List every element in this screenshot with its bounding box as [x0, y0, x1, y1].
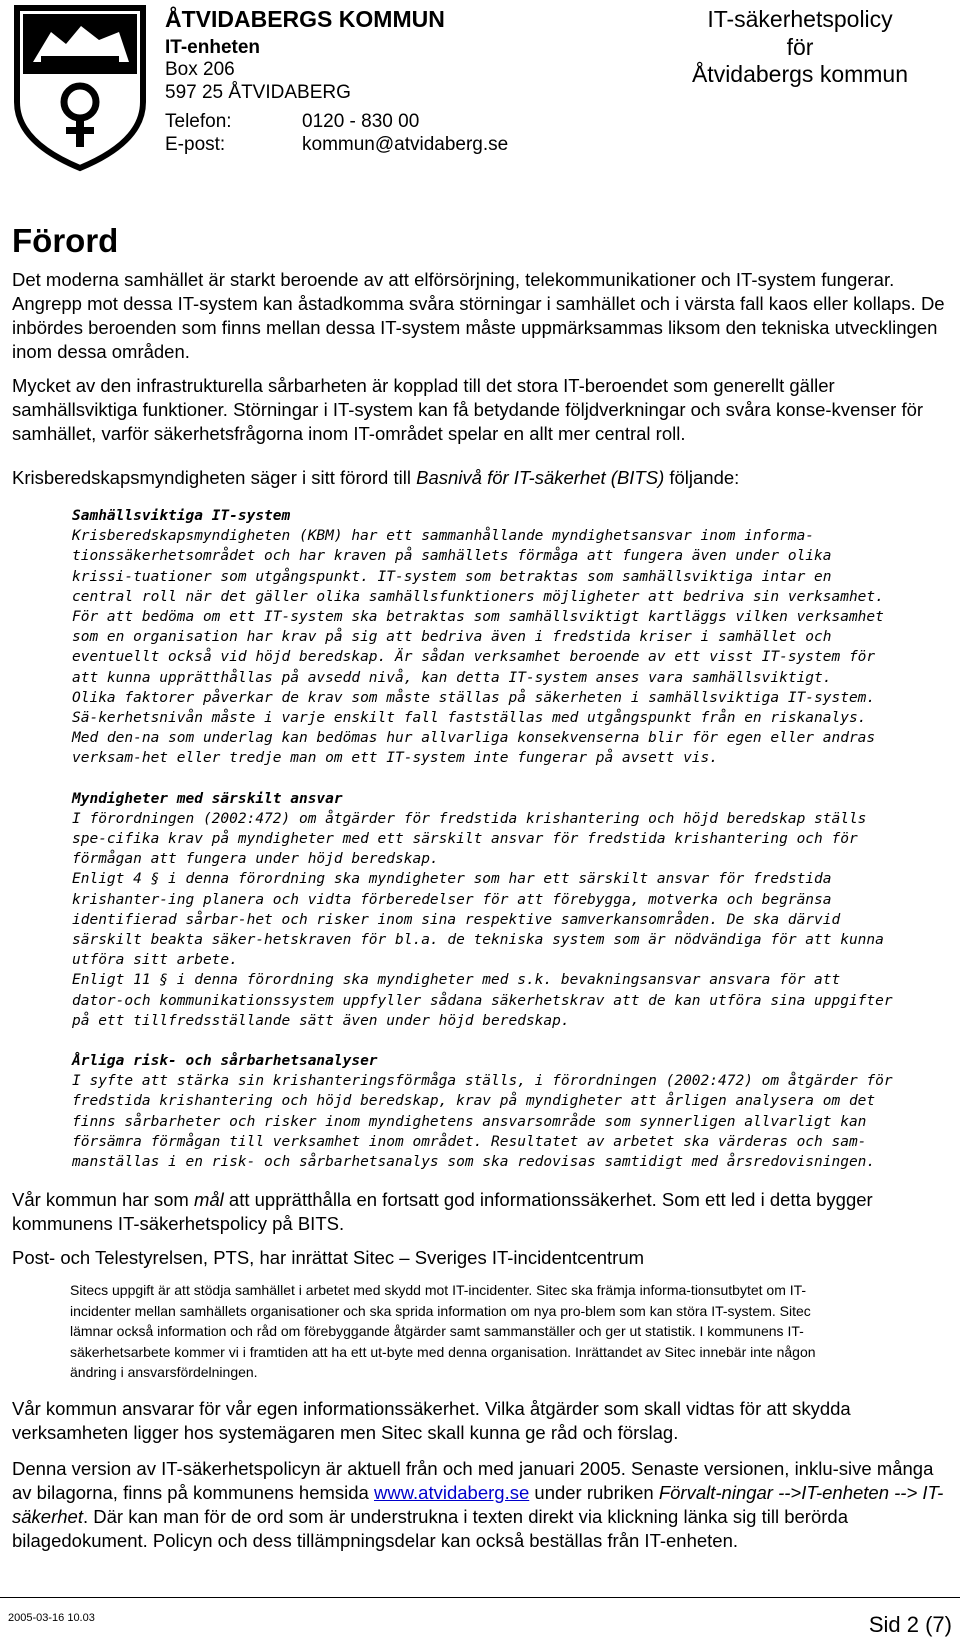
quote-1-text-2: För att bedöma om ett IT-system ska betraktas som samhällsviktigt kartläggs vilken verksamhet som en organisation har krav på sig att bedriva även i fredstida kriser i samhället och eventuellt också vid höjd beredskap. Är sådan verksamhet beroende av ett visst IT-system för att kunna upprätthållas på avsedd nivå, kan detta IT-system anses vara samhällsviktigt. [72, 609, 884, 686]
department-name: IT-enheten [165, 36, 261, 58]
organization-name: ÅTVIDABERGS KOMMUN [165, 6, 445, 32]
document-body [12, 268, 956, 1553]
email-label: E-post: [165, 133, 226, 155]
quote-2-text: I förordningen (2002:472) om åtgärder för fredstida krishantering och höjd beredskap ställs spe-cifika krav på myndigheter med ett särskilt ansvar för fredstida krishantering och för förmågan att fungera under höjd beredskap. [72, 810, 867, 868]
paragraph-7: Vår kommun ansvarar för vår egen informationssäkerhet. Vilka åtgärder som skall vidtas för att skydda verksamheten ligger hos systemägaren men Sitec skall kunna ge råd och förslag. [12, 1397, 851, 1443]
postal-box: Box 206 [165, 59, 235, 81]
paragraph-3 [12, 466, 956, 490]
quote-2-title: Myndigheter med särskilt ansvar [72, 790, 343, 807]
footer-divider [0, 1597, 960, 1598]
document-title-line-3: Åtvidabergs kommun [691, 61, 909, 88]
section-heading: Förord [12, 222, 119, 259]
email-address: kommun@atvidaberg.se [302, 133, 509, 155]
paragraph-5: Post- och Telestyrelsen, PTS, har inrättat Sitec – Sveriges IT-incidentcentrum [12, 1247, 645, 1269]
paragraph-8 [12, 1457, 956, 1553]
paragraph-2: Mycket av den infrastrukturella sårbarheten är kopplad till det stora IT-beroendet som generellt gäller samhällsviktiga funktioner. Störningar i IT-system kan få betydande följdverkningar och svåra konse-kvenser för samhället, varför säkerhetsfrågorna inom IT-området spelar en allt mer central roll. [12, 375, 924, 444]
paragraph-8-end: . Där kan man för de ord som är understrukna i texten direkt via klickning länka sig till berörda bilagedokument. Policyn och dess tillämpningsdelar kan också beställas från IT-enheten. [12, 1505, 848, 1551]
municipality-coat-of-arms-logo [11, 2, 149, 172]
paragraph-4-end: att upprätthålla en fortsatt god informationssäkerhet. Som ett led i detta bygger kommunens IT-säkerhetspolicy på BITS. [12, 1189, 873, 1235]
email-row [165, 134, 508, 157]
footer-page-number: Sid 2 (7) [868, 1612, 952, 1637]
paragraph-4 [12, 1188, 956, 1236]
quote-block-3 [12, 1051, 956, 1172]
paragraph-3-end: följande: [664, 467, 740, 488]
paragraph-8-text: Denna version av IT-säkerhetspolicyn är aktuell från och med januari 2005. Senaste versionen, inklu-sive många av bilagorna, finns på kommunens hemsida [12, 1457, 934, 1503]
paragraph-6-quote: Sitecs uppgift är att stödja samhället i arbetet med skydd mot IT-incidenter. Sitec ska främja informa-tionsutbytet om IT-incidenter mellan samhällets organisationer och ska sprida information om nya pro-blem som kan störa IT-system. Sitec lämnar också information och råd om förebyggande åtgärder samt sammanställer och ger ut statistik. I kommunens IT-säkerhetsarbete kommer vi i framtiden att ha ett ut-byte med denna organisation. Inrättandet av Sitec innebär inte någon ändring i ansvarsfördelningen. [70, 1282, 816, 1381]
homepage-link[interactable]: www.atvidaberg.se [373, 1481, 530, 1503]
paragraph-4-text: Vår kommun har som [12, 1189, 194, 1211]
phone-number: 0120 - 830 00 [302, 110, 420, 132]
quote-3-title: Årliga risk- och sårbarhetsanalyser [72, 1053, 378, 1070]
paragraph-4-italic: mål [193, 1189, 224, 1211]
document-title-line-2: för [786, 33, 814, 60]
footer-date: 2005-03-16 10.03 [8, 1612, 95, 1624]
document-title-line-1: IT-säkerhetspolicy [707, 6, 893, 32]
paragraph-3-italic: Basnivå för IT-säkerhet (BITS) [416, 467, 665, 488]
quote-block-2 [12, 789, 956, 1031]
quote-3-text: I syfte att stärka sin krishanteringsförmåga ställs, i förordningen (2002:472) om åtgärder för fredstida krishantering och höjd beredskap, krav på myndigheter att årligen analysera om det finns sårbarheter och risker inom myndighetens ansvarsområde som synnerligen allvarligt kan försämra förmågan till verksamhet inom området. Resultatet av arbetet ska värderas och sam-manställas i en risk- och sårbarhetsanalys som ska redovisas samtidigt med årsredovisningen. [72, 1073, 893, 1171]
sender-address-block [165, 6, 508, 157]
quote-2-text-3: Enligt 11 § i denna förordning ska myndigheter med s.k. bevakningsansvar ansvara för att dator-och kommunikationssystem uppfyller sådana säkerhetskrav att de kan utföra sina uppgifter på ett tillfredsställande sätt även under höjd beredskap. [72, 972, 893, 1029]
paragraph-3-text: Krisberedskapsmyndigheten säger i sitt förord till [12, 467, 417, 488]
quote-1-text-3: Olika faktorer påverkar de krav som måste ställas på säkerheten i samhällsviktiga IT-system. Sä-kerhetsnivån måste i varje enskilt fall fastställas med utgångspunkt från en riskanalys. Med den-na som underlag kan bedömas hur allvarliga konsekvenserna blir för egen eller andras verksam-het eller tredje man om ett IT-system inte fungerar på avsett vis. [72, 689, 876, 767]
quote-1-text: Krisberedskapsmyndigheten (KBM) har ett sammanhållande myndighetsansvar inom informa-tionssäkerhetsområdet och har kraven på samhällets förmåga att fungera även under olika krissi-tuationer som utgångspunkt. IT-system som betraktas som samhällsviktiga intar en central roll när det gäller olika samhällsfunktioners möjligheter att bedriva sin verksamhet. [72, 528, 884, 605]
quote-2-text-2: Enligt 4 § i denna förordning ska myndigheter som har ett särskilt ansvar för fredstida krishanter-ing planera och vidta förberedelser för att förebygga, motverka och begränsa identifierad sårbar-het och risker inom sina respektive samverkansområden. De ska därvid särskilt beakta säker-hetskraven för bl.a. de tekniska system som är nödvändiga för att kunna utföra sitt arbete. [72, 871, 884, 969]
quote-block-1 [12, 506, 956, 769]
postal-city: 597 25 ÅTVIDABERG [165, 82, 351, 104]
phone-row [165, 111, 508, 134]
phone-label: Telefon: [165, 110, 232, 132]
paragraph-8-italic: Förvalt-ningar -->IT-enheten --> IT-säkerhet [12, 1481, 944, 1527]
paragraph-8-mid: under rubriken [529, 1481, 659, 1503]
document-title [645, 6, 955, 89]
paragraph-1: Det moderna samhället är starkt beroende av att elförsörjning, telekommunikationer och IT-system fungerar. Angrepp mot dessa IT-system kan åstadkomma svåra störningar i samhället och i värsta fall kaos eller kollaps. De inbördes beroenden som finns mellan dessa IT-system måste uppmärksammas liksom den tekniska utvecklingen inom dessa områden. [12, 269, 945, 362]
quote-1-title: Samhällsviktiga IT-system [72, 508, 291, 524]
